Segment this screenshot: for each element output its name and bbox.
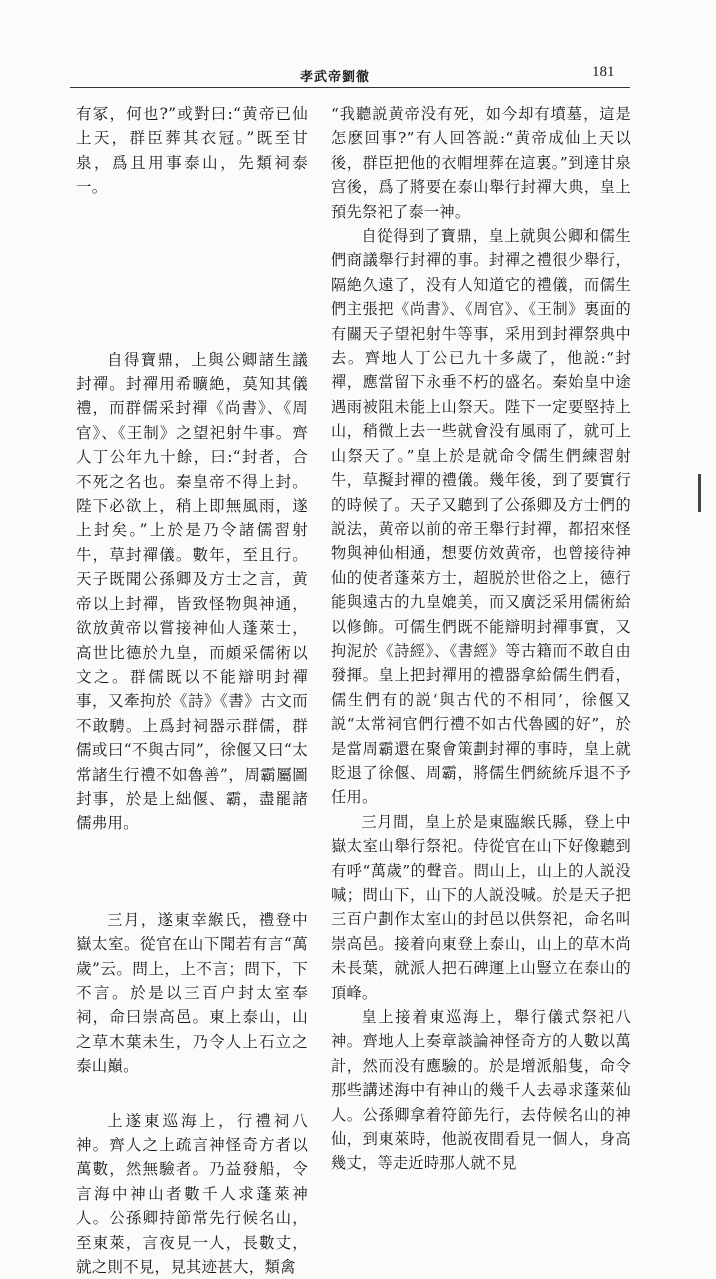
paragraph-gap [76,200,308,348]
running-header-title: 孝武帝劉徹 [300,70,371,85]
header-rule [70,87,630,88]
translation-paragraph: 自從得到了寶鼎，皇上就與公卿和儒生們商議舉行封禪的事。封禪之禮很少舉行，隔絶久遠了，没有人知道它的禮儀，而儒生們主張把《尚書》、《周官》、《王制》裏面的有關天子望祀射牛等事，采用到封禪祭典中去。齊地人丁公已九十多歲了，他説:“封禪，應當留下永垂不朽的盛名。秦始皇中途遇雨被阻未能上山祭天。陛下一定要堅持上山，稍微上去一些就會没有風雨了，就可上山祭天了。”皇上於是就命令儒生們練習射牛，草擬封禪的禮儀。幾年後，到了要實行的時候了。天子又聽到了公孫卿及方士們的説法，黄帝以前的帝王舉行封禪，都招來怪物與神仙相通，想要仿效黄帝，也曾接待神仙的使者蓬萊方士，超脱於世俗之上，德行能與遠古的九皇媲美，而又廣泛采用儒術給以修飾。可儒生們既不能辯明封禪事實，又拘泥於《詩經》、《書經》等古籍而不敢自由發揮。皇上把封禪用的禮器拿給儒生們看，儒生們有的説‘與古代的不相同’，徐偃又説“太常祠官們行禮不如古代魯國的好”，於是當周霸還在聚會策劃封禪的事時，皇上就貶退了徐偃、周霸，將儒生們統統斥退不予任用。 [331,227,631,807]
page-number: 181 [592,64,615,80]
classical-paragraph: 上遂東巡海上，行禮祠八神。齊人之上疏言神怪奇方者以萬數，然無驗者。乃益發船，令言海中神山者數千人求蓬萊神人。公孫卿持節常先行候名山，至東萊，言夜見一人，長數丈，就之則不見，見其迹甚大，類禽 [76,1111,308,1277]
paragraph-gap [76,1079,308,1109]
translation-paragraph: “我聽説黄帝没有死，如今却有墳墓，這是怎麽回事?”有人回答説:“黄帝成仙上天以後，群臣把他的衣帽埋葬在這裏。”到達甘泉宫後，爲了將要在泰山舉行封禪大典，皇上預先祭祀了泰一神。 [331,105,631,221]
translation-column [331,102,631,1176]
classical-paragraph: 自得寶鼎，上與公卿諸生議封禪。封禪用希曠絶，莫知其儀禮，而群儒采封禪《尚書》、《周官》、《王制》之望祀射牛事。齊人丁公年九十餘，曰:“封者，合不死之名也。秦皇帝不得上封。陛下必欲上，稍上即無風雨，遂上封矣。”上於是乃令諸儒習射牛，草封禪儀。數年，至且行。天子既聞公孫卿及方士之言，黄帝以上封禪，皆致怪物與神通，欲放黄帝以嘗接神仙人蓬萊士，高世比德於九皇，而頗采儒術以文之。群儒既以不能辯明封禪事，又牽拘於《詩》《書》古文而不敢騁。上爲封祠器示群儒，群儒或曰“不與古同”，徐偃又曰“太常諸生行禮不如魯善”，周霸屬圖封事，於是上絀偃、霸，盡罷諸儒弗用。 [76,350,308,833]
translation-paragraph: 皇上接着東巡海上，舉行儀式祭祀八神。齊地人上奏章談論神怪奇方的人數以萬計，然而没有應驗的。於是增派船隻，命令那些講述海中有神山的幾千人去尋求蓬萊仙人。公孫卿拿着符節先行，去侍候名山的神仙，到東萊時，他説夜間看見一個人，身高幾丈，等走近時那人就不見 [331,1008,631,1173]
classical-paragraph: 三月，遂東幸緱氏，禮登中嶽太室。從官在山下聞若有言“萬歲”云。問上，上不言；問下，下不言。於是以三百户封太室奉祠，命曰崇高邑。東上泰山，山之草木葉未生，乃令人上石立之泰山巔。 [76,910,308,1076]
margin-mark [698,474,701,512]
translation-paragraph: 三月間，皇上於是東臨緱氏縣，登上中嶽太室山舉行祭祀。侍從官在山下好像聽到有呼“萬歲”的聲音。問山上，山上的人説没喊；問山下，山下的人説没喊。於是天子把三百户劃作太室山的封邑以供祭祀，命名叫崇高邑。接着向東登上泰山，山上的草木尚未長葉，就派人把石碑運上山豎立在泰山的頂峰。 [331,812,631,1002]
classical-text-column [76,102,308,1279]
classical-paragraph: 有冢，何也?”或對曰:“黄帝已仙上天，群臣葬其衣冠。”既至甘泉，爲且用事泰山，先類祠泰一。 [76,105,308,197]
paragraph-gap [76,836,308,908]
